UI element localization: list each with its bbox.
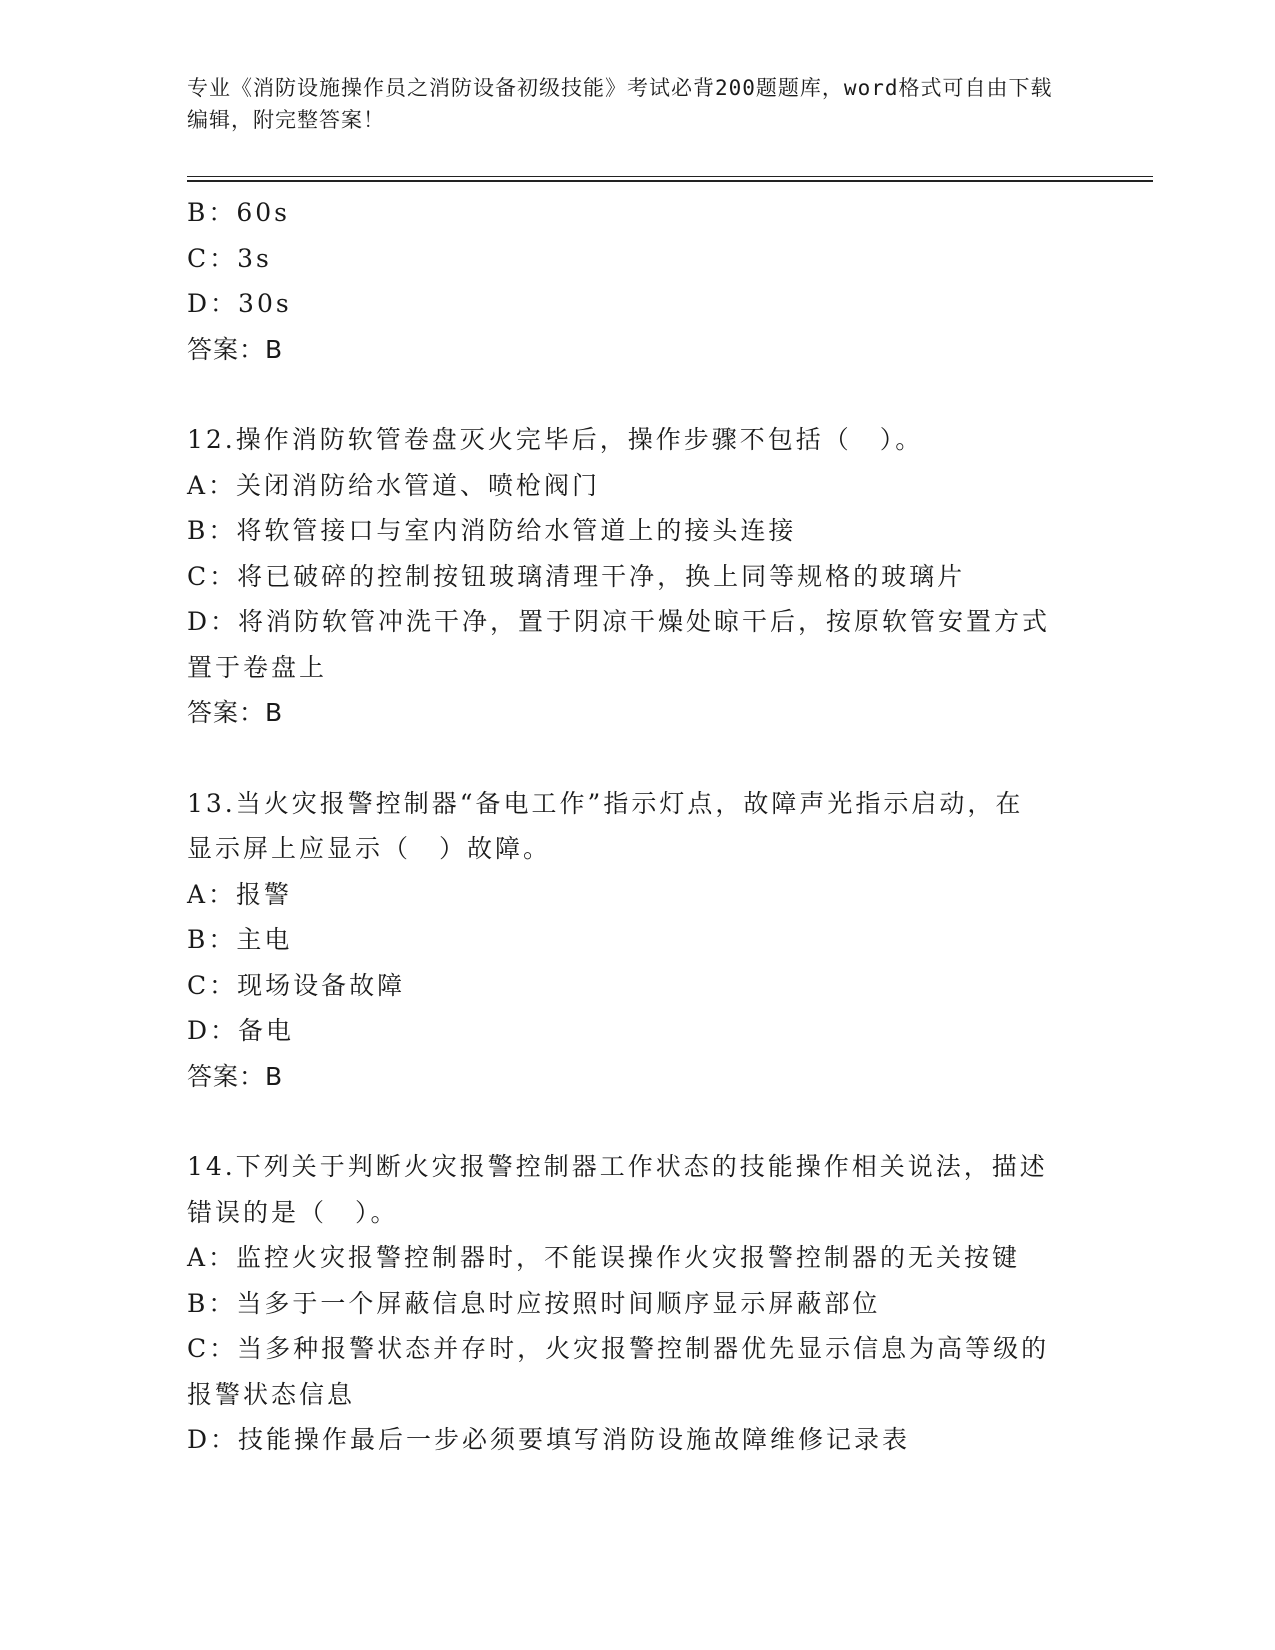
question-list: [187, 190, 1087, 1463]
spacer: [187, 372, 1087, 417]
question-stem-continuation: 显示屏上应显示（ ）故障。: [187, 834, 552, 863]
question-stem: 14.下列关于判断火灾报警控制器工作状态的技能操作相关说法，描述: [187, 1152, 1048, 1181]
option-a: A：报警: [187, 879, 293, 909]
document-header: [187, 72, 1067, 136]
option-b: B：60s: [187, 198, 291, 227]
header-title: 专业《消防设施操作员之消防设备初级技能》考试必背200题题库，word格式可自由下载编辑，附完整答案！: [187, 76, 1053, 132]
question-11: [187, 190, 1087, 372]
answer: 答案：B: [187, 334, 284, 364]
option-a: A：关闭消防给水管道、喷枪阀门: [187, 470, 601, 500]
option-b: B：将软管接口与室内消防给水管道上的接头连接: [187, 516, 797, 545]
header-divider-thin: [187, 176, 1153, 177]
question-stem: 12.操作消防软管卷盘灭火完毕后，操作步骤不包括（ ）。: [187, 425, 924, 454]
spacer: [187, 736, 1087, 781]
question-stem-continuation: 错误的是（ ）。: [187, 1197, 399, 1227]
answer: 答案：B: [187, 1061, 284, 1091]
option-d: D：备电: [187, 1016, 295, 1045]
question-14: [187, 1144, 1087, 1463]
header-divider-thick: [187, 180, 1153, 182]
option-d: D：将消防软管冲洗干净，置于阴凉干燥处晾干后，按原软管安置方式: [187, 607, 1051, 636]
option-c: C：3s: [187, 243, 272, 273]
option-c: C：现场设备故障: [187, 970, 406, 1000]
option-c: C：将已破碎的控制按钮玻璃清理干净，换上同等规格的玻璃片: [187, 561, 966, 591]
option-a: A：监控火灾报警控制器时，不能误操作火灾报警控制器的无关按键: [187, 1243, 1021, 1272]
option-c-continuation: 报警状态信息: [187, 1379, 356, 1409]
option-d: D：30s: [187, 289, 292, 318]
option-d-continuation: 置于卷盘上: [187, 652, 328, 682]
option-c: C：当多种报警状态并存时，火灾报警控制器优先显示信息为高等级的: [187, 1334, 1050, 1363]
answer: 答案：B: [187, 698, 284, 727]
option-d: D：技能操作最后一步必须要填写消防设施故障维修记录表: [187, 1425, 911, 1454]
spacer: [187, 1099, 1087, 1144]
option-b: B：当多于一个屏蔽信息时应按照时间顺序显示屏蔽部位: [187, 1288, 881, 1318]
question-12: [187, 417, 1087, 736]
option-b: B：主电: [187, 925, 293, 954]
question-stem: 13.当火灾报警控制器“备电工作”指示灯点，故障声光指示启动，在: [187, 788, 1024, 818]
question-13: [187, 781, 1087, 1100]
